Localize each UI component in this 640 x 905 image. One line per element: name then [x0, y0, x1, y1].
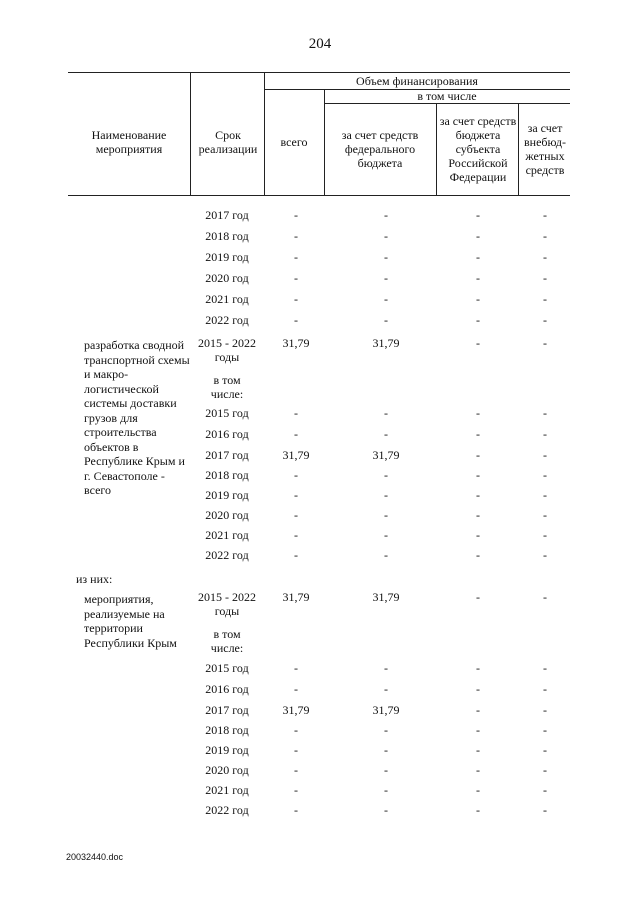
cell-fed: - — [384, 723, 388, 737]
cell-fed: 31,79 — [372, 336, 400, 350]
cell-ext: - — [543, 590, 547, 604]
header-name: Наименование мероприятия — [91, 128, 167, 156]
of-them-label: из них: — [76, 572, 113, 586]
cell-period: 2017 год — [205, 448, 249, 462]
cell-reg: - — [476, 229, 480, 243]
cell-total: - — [294, 313, 298, 327]
header-regional: за счет средств бюджета субъекта Российской Федерации — [439, 114, 517, 184]
header-federal: за счет средств федерального бюджета — [341, 128, 419, 170]
header-divider — [324, 89, 325, 195]
cell-ext: - — [543, 548, 547, 562]
cell-period: 2022 год — [205, 313, 249, 327]
cell-period: 2021 год — [205, 528, 249, 542]
header-extrabudgetary: за счет внебюд-жетных средств — [524, 121, 566, 177]
cell-reg: - — [476, 682, 480, 696]
cell-reg: - — [476, 763, 480, 777]
cell-fed: - — [384, 427, 388, 441]
cell-reg: - — [476, 406, 480, 420]
cell-total: - — [294, 508, 298, 522]
cell-fed: - — [384, 763, 388, 777]
cell-period: 2020 год — [205, 508, 249, 522]
cell-period: в том числе: — [210, 627, 244, 655]
cell-total: - — [294, 427, 298, 441]
cell-reg: - — [476, 336, 480, 350]
cell-period: 2015 год — [205, 406, 249, 420]
cell-total: - — [294, 528, 298, 542]
cell-ext: - — [543, 292, 547, 306]
cell-total: - — [294, 682, 298, 696]
cell-period: 2020 год — [205, 763, 249, 777]
cell-fed: - — [384, 488, 388, 502]
cell-total: - — [294, 723, 298, 737]
cell-reg: - — [476, 723, 480, 737]
cell-reg: - — [476, 488, 480, 502]
cell-reg: - — [476, 703, 480, 717]
cell-fed: - — [384, 803, 388, 817]
cell-period: 2019 год — [205, 488, 249, 502]
cell-ext: - — [543, 528, 547, 542]
cell-total: - — [294, 250, 298, 264]
cell-reg: - — [476, 208, 480, 222]
cell-period: 2021 год — [205, 783, 249, 797]
cell-total: - — [294, 468, 298, 482]
table-header — [68, 72, 570, 196]
cell-total: - — [294, 406, 298, 420]
cell-fed: - — [384, 468, 388, 482]
cell-period: 2015 - 2022 годы — [198, 590, 256, 618]
header-divider — [436, 103, 437, 195]
cell-ext: - — [543, 783, 547, 797]
cell-ext: - — [543, 468, 547, 482]
cell-total: 31,79 — [282, 590, 310, 604]
cell-total: 31,79 — [282, 448, 310, 462]
cell-total: - — [294, 488, 298, 502]
cell-ext: - — [543, 427, 547, 441]
measure-name: мероприятия, реализуемые на территории Республики Крым — [84, 592, 177, 650]
cell-fed: 31,79 — [372, 590, 400, 604]
cell-ext: - — [543, 682, 547, 696]
cell-period: 2016 год — [205, 682, 249, 696]
cell-fed: 31,79 — [372, 703, 400, 717]
cell-reg: - — [476, 427, 480, 441]
cell-ext: - — [543, 743, 547, 757]
cell-total: - — [294, 743, 298, 757]
file-name: 20032440.doc — [66, 852, 124, 862]
cell-period: 2018 год — [205, 468, 249, 482]
cell-reg: - — [476, 743, 480, 757]
cell-fed: - — [384, 783, 388, 797]
cell-ext: - — [543, 271, 547, 285]
cell-reg: - — [476, 271, 480, 285]
header-including: в том числе — [417, 89, 477, 103]
cell-reg: - — [476, 313, 480, 327]
cell-ext: - — [543, 336, 547, 350]
cell-period: 2017 год — [205, 208, 249, 222]
cell-total: - — [294, 661, 298, 675]
cell-fed: - — [384, 528, 388, 542]
cell-fed: - — [384, 682, 388, 696]
cell-ext: - — [543, 208, 547, 222]
cell-fed: - — [384, 661, 388, 675]
cell-total: - — [294, 292, 298, 306]
cell-total: - — [294, 803, 298, 817]
cell-ext: - — [543, 763, 547, 777]
cell-total: - — [294, 271, 298, 285]
cell-reg: - — [476, 590, 480, 604]
cell-reg: - — [476, 292, 480, 306]
cell-total: - — [294, 229, 298, 243]
cell-period: 2019 год — [205, 743, 249, 757]
cell-period: в том числе: — [210, 373, 244, 401]
cell-period: 2021 год — [205, 292, 249, 306]
cell-period: 2018 год — [205, 229, 249, 243]
cell-period: 2015 год — [205, 661, 249, 675]
cell-reg: - — [476, 661, 480, 675]
cell-reg: - — [476, 508, 480, 522]
cell-ext: - — [543, 250, 547, 264]
measure-name: разработка сводной транспортной схемы и макро-логистической системы доставки грузов для строительства объектов в Республике Крым и г. Севастополе - всего — [84, 338, 190, 497]
cell-fed: - — [384, 743, 388, 757]
cell-total: - — [294, 548, 298, 562]
cell-reg: - — [476, 803, 480, 817]
cell-fed: - — [384, 208, 388, 222]
cell-period: 2020 год — [205, 271, 249, 285]
cell-fed: - — [384, 292, 388, 306]
cell-period: 2017 год — [205, 703, 249, 717]
cell-ext: - — [543, 448, 547, 462]
header-total: всего — [280, 135, 308, 149]
cell-ext: - — [543, 703, 547, 717]
cell-ext: - — [543, 488, 547, 502]
cell-reg: - — [476, 448, 480, 462]
cell-reg: - — [476, 548, 480, 562]
cell-period: 2015 - 2022 годы — [198, 336, 256, 364]
page-number: 204 — [308, 36, 332, 52]
cell-total: - — [294, 763, 298, 777]
cell-reg: - — [476, 783, 480, 797]
cell-total: - — [294, 208, 298, 222]
cell-ext: - — [543, 229, 547, 243]
header-divider — [190, 73, 191, 195]
cell-fed: - — [384, 508, 388, 522]
cell-reg: - — [476, 250, 480, 264]
cell-ext: - — [543, 723, 547, 737]
header-divider — [518, 103, 519, 195]
cell-fed: - — [384, 406, 388, 420]
cell-fed: - — [384, 250, 388, 264]
cell-total: 31,79 — [282, 336, 310, 350]
cell-fed: - — [384, 313, 388, 327]
cell-fed: - — [384, 271, 388, 285]
header-period: Срок реализации — [198, 128, 258, 156]
cell-reg: - — [476, 468, 480, 482]
cell-ext: - — [543, 661, 547, 675]
table-body — [68, 200, 570, 840]
cell-period: 2018 год — [205, 723, 249, 737]
cell-total: 31,79 — [282, 703, 310, 717]
cell-ext: - — [543, 406, 547, 420]
cell-fed: 31,79 — [372, 448, 400, 462]
header-financing: Объем финансирования — [356, 74, 478, 88]
cell-ext: - — [543, 313, 547, 327]
cell-ext: - — [543, 508, 547, 522]
cell-ext: - — [543, 803, 547, 817]
cell-fed: - — [384, 229, 388, 243]
cell-total: - — [294, 783, 298, 797]
cell-reg: - — [476, 528, 480, 542]
cell-period: 2022 год — [205, 548, 249, 562]
cell-period: 2019 год — [205, 250, 249, 264]
cell-period: 2022 год — [205, 803, 249, 817]
cell-fed: - — [384, 548, 388, 562]
cell-period: 2016 год — [205, 427, 249, 441]
